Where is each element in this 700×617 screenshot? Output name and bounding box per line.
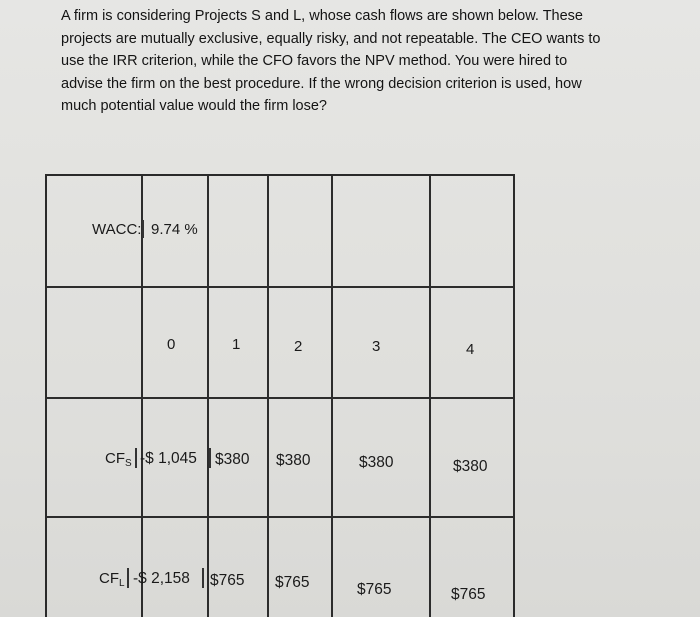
cf-l-year-0: -$ 2,158 (133, 570, 190, 587)
cf-s-year-0: -$ 1,045 (140, 450, 197, 467)
cf-s-year-1: $380 (215, 451, 250, 468)
cf-l-year-3: $765 (357, 581, 392, 598)
cf-l-label (99, 570, 125, 587)
question-line: advise the firm on the best procedure. If the wrong decision criterion is used, how (61, 75, 582, 92)
cell-divider (127, 568, 129, 588)
cell-divider (209, 448, 211, 468)
question-line: much potential value would the firm lose? (61, 98, 327, 114)
year-2: 2 (294, 338, 303, 355)
cf-l-year-1: $765 (210, 572, 245, 589)
year-3: 3 (372, 338, 381, 355)
grid-line (47, 516, 513, 518)
cf-s-year-4: $380 (453, 458, 488, 475)
cf-l-label-text: CF (99, 570, 119, 587)
cf-s-label-text: CF (105, 450, 125, 467)
cash-flow-table (45, 174, 515, 617)
question-line: use the IRR criterion, while the CFO favors the NPV method. You were hired to (61, 53, 568, 69)
grid-line (47, 286, 513, 288)
cf-s-year-3: $380 (359, 454, 394, 471)
wacc-value: 9.74 % (151, 221, 198, 238)
question-line: projects are mutually exclusive, equally risky, and not repeatable. The CEO wants to (61, 30, 601, 47)
year-4: 4 (466, 341, 475, 358)
cf-s-subscript: S (125, 458, 132, 469)
cell-divider (135, 448, 137, 468)
question-line: A firm is considering Projects S and L, whose cash flows are shown below. These (61, 8, 583, 24)
question-paragraph (61, 5, 631, 118)
cf-l-subscript: L (119, 578, 125, 589)
question-text (61, 5, 631, 118)
wacc-label: WACC: (92, 221, 142, 238)
cf-l-year-2: $765 (275, 574, 310, 591)
year-0: 0 (167, 336, 176, 353)
cf-s-year-2: $380 (276, 452, 311, 469)
cell-divider (202, 568, 204, 588)
year-1: 1 (232, 336, 241, 353)
cell-divider (142, 220, 144, 238)
cf-s-label (105, 450, 132, 467)
grid-line (47, 397, 513, 399)
cf-l-year-4: $765 (451, 586, 486, 603)
